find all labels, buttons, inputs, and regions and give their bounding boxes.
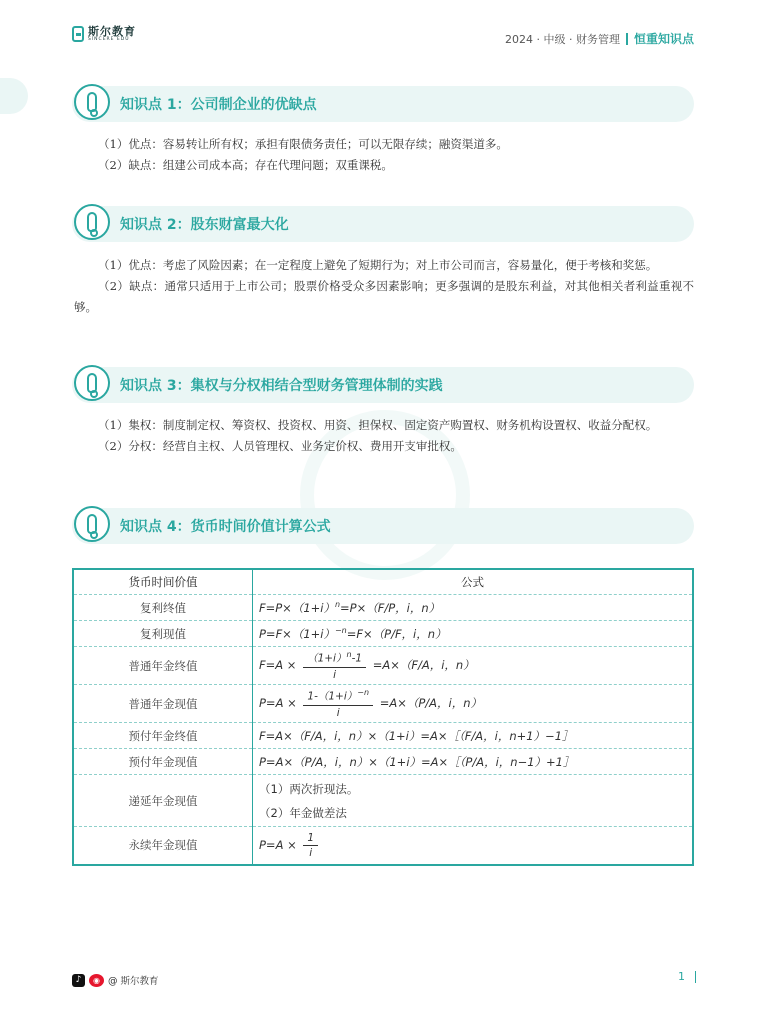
logo-en: SINCERE EDU bbox=[88, 37, 130, 42]
table-row bbox=[73, 723, 693, 749]
formula-cell: P=A×（P/A，i，n）×（1+i）=A×［（P/A，i，n−1）+1］ bbox=[253, 749, 694, 775]
fraction: $\frac{(1+i)^n-1}{i}$ bbox=[303, 650, 366, 681]
section-header-1 bbox=[72, 86, 694, 122]
table-header-row bbox=[73, 569, 693, 595]
header-brand: 恒重知识点 bbox=[633, 32, 694, 46]
row-name: 递延年金现值 bbox=[73, 775, 253, 827]
table-row bbox=[73, 647, 693, 685]
formula-cell: P=A × $\frac{1}{i}$ bbox=[253, 827, 694, 865]
left-decoration bbox=[0, 78, 28, 114]
paragraph: （2）缺点：通常只适用于上市公司；股票价格受众多因素影响；更多强调的是股东利益，对其他相关者利益重视不够。 bbox=[74, 279, 694, 314]
table-row bbox=[73, 685, 693, 723]
formula-cell bbox=[253, 775, 694, 827]
section-title-3: 知识点 3：集权与分权相结合型财务管理体制的实践 bbox=[120, 378, 443, 394]
footer-social bbox=[72, 973, 159, 987]
section-title-2: 知识点 2：股东财富最大化 bbox=[120, 217, 289, 233]
weibo-icon[interactable]: ◉ bbox=[89, 974, 104, 987]
year-course: 2024 · 中级 · 财务管理 bbox=[505, 32, 620, 46]
column-header: 货币时间价值 bbox=[73, 569, 253, 595]
exclamation-icon bbox=[74, 204, 110, 240]
paragraph: （2）缺点：组建公司成本高；存在代理问题；双重课税。 bbox=[98, 158, 393, 172]
formula-cell: $F=P\times(1+i)^n=P\times(F/P$，i，n） bbox=[253, 595, 694, 621]
row-name: 复利现值 bbox=[73, 621, 253, 647]
method-line: （1）两次折现法。 bbox=[259, 781, 359, 796]
column-header: 公式 bbox=[253, 569, 694, 595]
row-name: 普通年金现值 bbox=[73, 685, 253, 723]
row-name: 普通年金终值 bbox=[73, 647, 253, 685]
fraction: $\frac{1-(1+i)^{-n}}{i}$ bbox=[303, 688, 373, 719]
row-name: 预付年金现值 bbox=[73, 749, 253, 775]
header-divider bbox=[626, 33, 628, 45]
section-body-3 bbox=[74, 415, 694, 457]
header-info bbox=[505, 30, 694, 47]
row-name: 预付年金终值 bbox=[73, 723, 253, 749]
section-header-2 bbox=[72, 206, 694, 242]
section-header-3 bbox=[72, 367, 694, 403]
fraction: $\frac{1}{i}$ bbox=[303, 832, 318, 859]
page-number-divider bbox=[695, 971, 696, 983]
table-row bbox=[73, 595, 693, 621]
formula-cell: $P=F\times(1+i)^{-n}=F\times(P/F$，i，n） bbox=[253, 621, 694, 647]
formula-cell: F=A×（F/A，i，n）×（1+i）=A×［（F/A，i，n+1）−1］ bbox=[253, 723, 694, 749]
section-body-2 bbox=[74, 255, 694, 318]
section-header-4 bbox=[72, 508, 694, 544]
table-row bbox=[73, 775, 693, 827]
paragraph: （1）集权：制度制定权、筹资权、投资权、用资、担保权、固定资产购置权、财务机构设置权、收益分配权。 bbox=[98, 418, 658, 432]
exclamation-icon bbox=[74, 365, 110, 401]
paragraph: （1）优点：容易转让所有权；承担有限债务责任；可以无限存续；融资渠道多。 bbox=[98, 137, 508, 151]
logo bbox=[72, 26, 136, 43]
logo-cn: 斯尔教育 bbox=[88, 25, 136, 38]
formula-table bbox=[72, 568, 694, 866]
paragraph: （2）分权：经营自主权、人员管理权、业务定价权、费用开支审批权。 bbox=[98, 439, 462, 453]
exclamation-icon bbox=[74, 506, 110, 542]
section-title-4: 知识点 4：货币时间价值计算公式 bbox=[120, 519, 331, 535]
row-name: 复利终值 bbox=[73, 595, 253, 621]
section-body-1 bbox=[74, 134, 694, 176]
formula-cell: F=A × $\frac{(1+i)^n-1}{i}$ =A×（F/A，i，n） bbox=[253, 647, 694, 685]
table-row bbox=[73, 749, 693, 775]
paragraph: （1）优点：考虑了风险因素；在一定程度上避免了短期行为；对上市公司而言，容易量化，便于考核和奖惩。 bbox=[98, 258, 658, 272]
page-number bbox=[678, 970, 696, 983]
page-number-text: 1 bbox=[678, 970, 685, 983]
logo-mark-icon bbox=[72, 26, 84, 42]
social-handle: @ 斯尔教育 bbox=[108, 976, 159, 987]
method-line: （2）年金做差法 bbox=[259, 805, 347, 820]
row-name: 永续年金现值 bbox=[73, 827, 253, 865]
formula-cell: P=A × $\frac{1-(1+i)^{-n}}{i}$ =A×（P/A，i，n） bbox=[253, 685, 694, 723]
tiktok-icon[interactable]: ♪ bbox=[72, 974, 85, 987]
section-title-1: 知识点 1：公司制企业的优缺点 bbox=[120, 97, 317, 113]
table-row bbox=[73, 827, 693, 865]
table-row bbox=[73, 621, 693, 647]
exclamation-icon bbox=[74, 84, 110, 120]
